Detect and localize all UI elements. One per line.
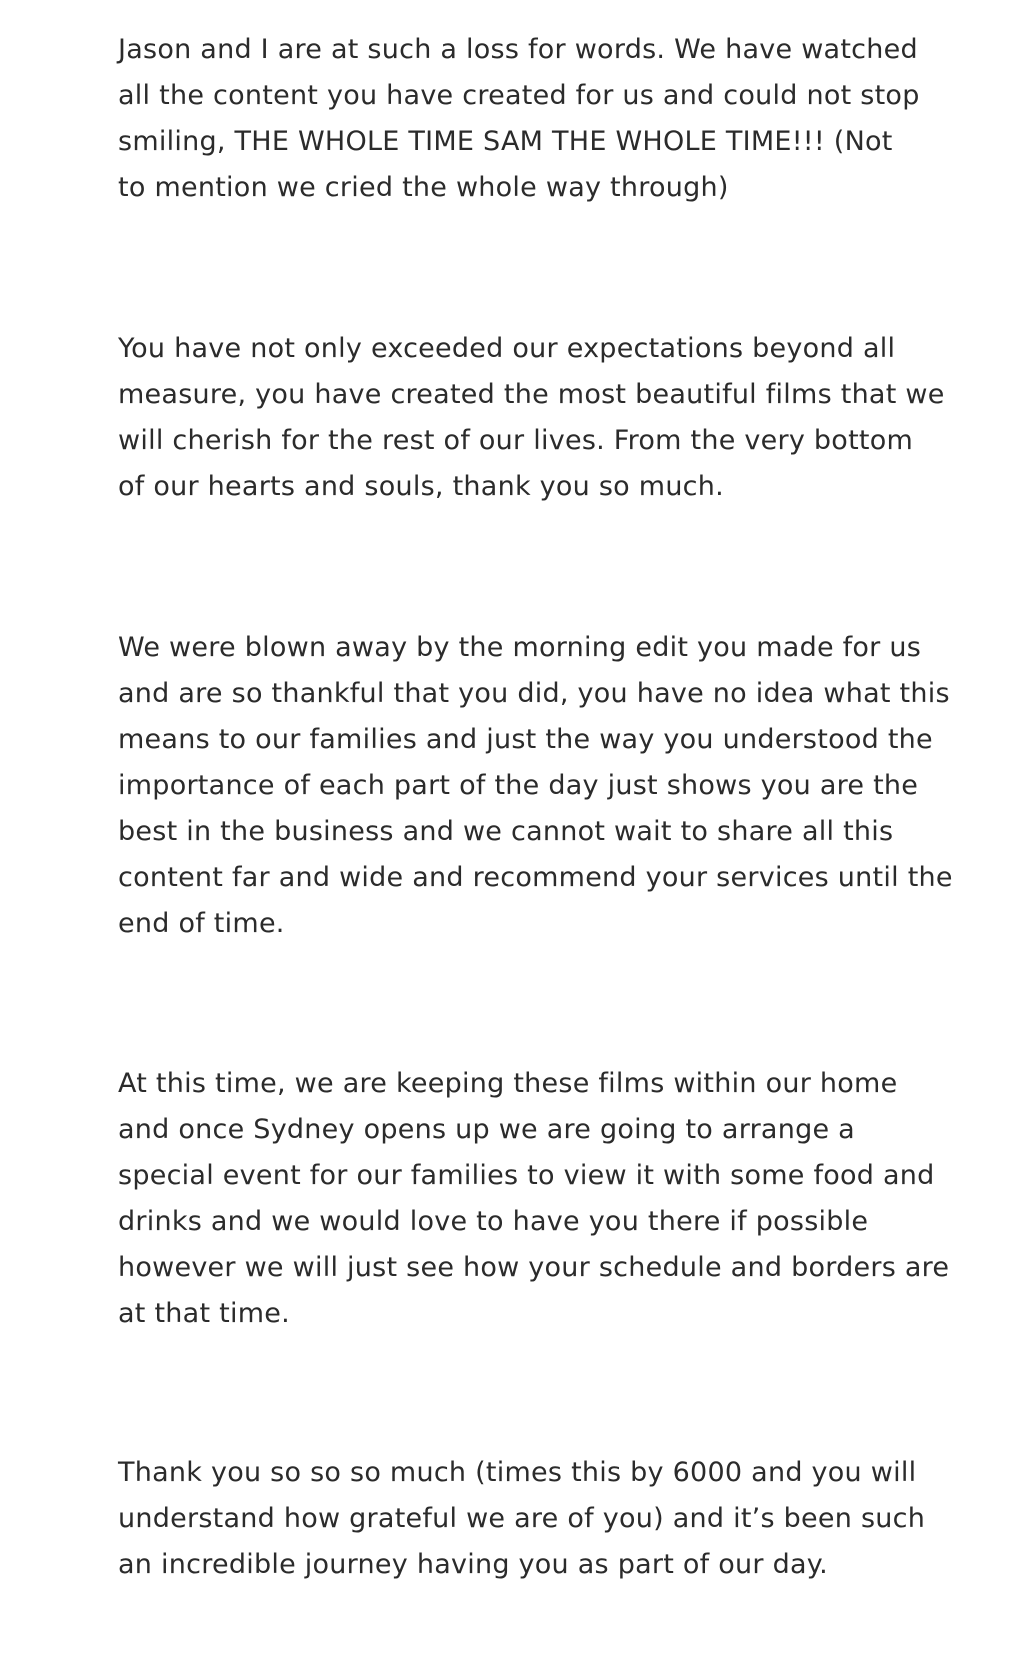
text-line: however we will just see how your schedule and borders are	[118, 1252, 950, 1283]
paragraph-event	[118, 1061, 950, 1337]
text-line: at that time.	[118, 1298, 290, 1329]
text-line: Thank you so so so much (times this by 6000 and you will	[118, 1457, 917, 1488]
text-line: We were blown away by the morning edit you made for us	[118, 632, 922, 663]
text-line: to mention we cried the whole way through)	[118, 172, 729, 203]
text-line: importance of each part of the day just shows you are the	[118, 770, 919, 801]
text-line: will cherish for the rest of our lives. From the very bottom	[118, 425, 914, 456]
text-line: best in the business and we cannot wait to share all this	[118, 816, 894, 847]
text-line: special event for our families to view it with some food and	[118, 1160, 935, 1191]
text-line: all the content you have created for us and could not stop	[118, 80, 920, 111]
text-line: Jason and I are at such a loss for words. We have watched	[118, 34, 918, 65]
paragraph-closing	[118, 1450, 926, 1588]
text-line: content far and wide and recommend your services until the	[118, 862, 953, 893]
text-line: measure, you have created the most beautiful films that we	[118, 379, 945, 410]
paragraph-expectations	[118, 326, 945, 510]
text-line: At this time, we are keeping these films within our home	[118, 1068, 898, 1099]
text-line: smiling, THE WHOLE TIME SAM THE WHOLE TIME!!! (Not	[118, 126, 893, 157]
text-line: of our hearts and souls, thank you so much.	[118, 471, 724, 502]
paragraph-morning-edit	[118, 625, 953, 947]
text-line: an incredible journey having you as part of our day.	[118, 1549, 828, 1580]
text-line: and once Sydney opens up we are going to arrange a	[118, 1114, 855, 1145]
text-line: drinks and we would love to have you there if possible	[118, 1206, 869, 1237]
text-line: understand how grateful we are of you) and it’s been such	[118, 1503, 926, 1534]
text-line: end of time.	[118, 908, 285, 939]
text-line: and are so thankful that you did, you have no idea what this	[118, 678, 950, 709]
text-line: means to our families and just the way you understood the	[118, 724, 933, 755]
paragraph-opening	[118, 27, 918, 211]
text-line: You have not only exceeded our expectations beyond all	[118, 333, 896, 364]
